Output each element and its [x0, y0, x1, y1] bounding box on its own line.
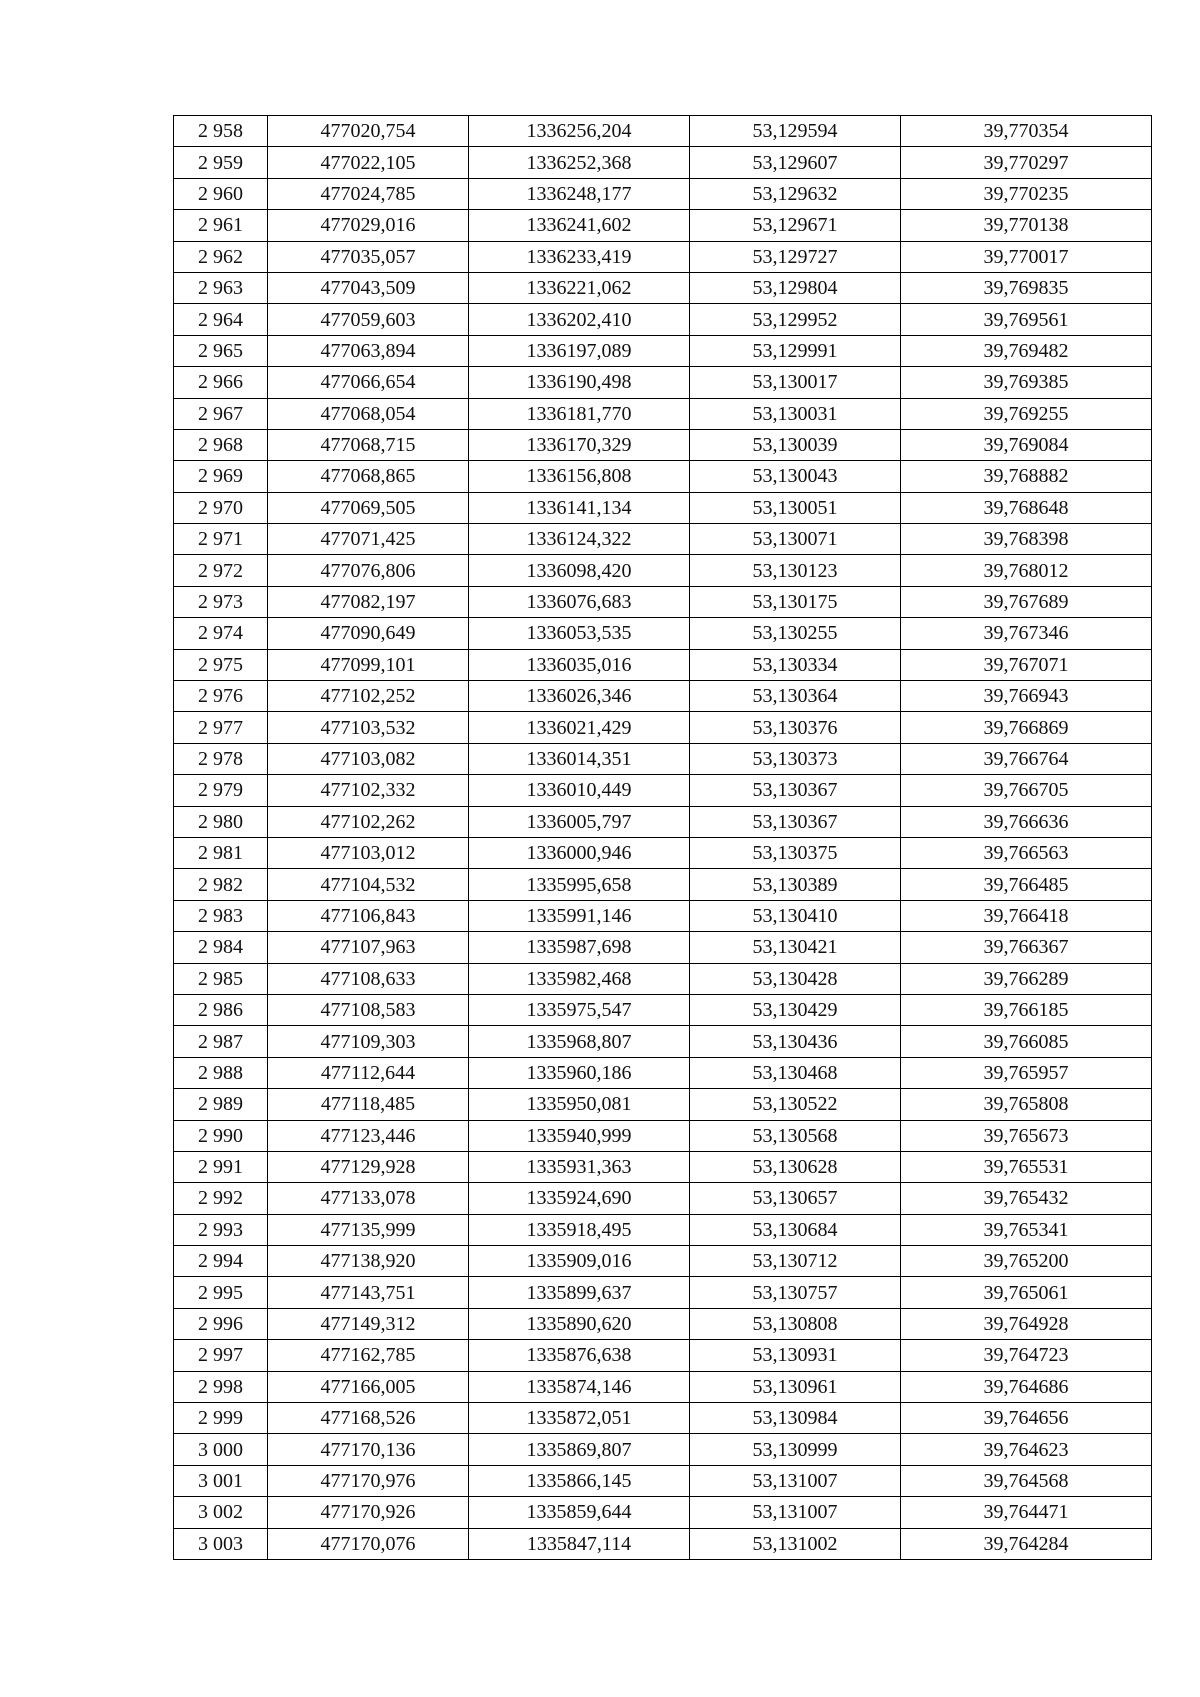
x-coordinate-cell: 477123,446: [268, 1120, 469, 1151]
y-coordinate-cell: 1335924,690: [469, 1183, 690, 1214]
x-coordinate-cell: 477149,312: [268, 1308, 469, 1339]
x-coordinate-cell: 477020,754: [268, 116, 469, 147]
longitude-cell: 39,765531: [901, 1151, 1152, 1182]
y-coordinate-cell: 1336221,062: [469, 272, 690, 303]
latitude-cell: 53,130031: [690, 398, 901, 429]
point-number-cell: 2 963: [174, 272, 268, 303]
table-row: [174, 335, 1152, 366]
point-number-cell: 2 996: [174, 1308, 268, 1339]
table-row: [174, 1403, 1152, 1434]
table-row: [174, 1246, 1152, 1277]
latitude-cell: 53,130522: [690, 1089, 901, 1120]
x-coordinate-cell: 477068,715: [268, 429, 469, 460]
latitude-cell: 53,129607: [690, 147, 901, 178]
y-coordinate-cell: 1336053,535: [469, 618, 690, 649]
latitude-cell: 53,130984: [690, 1403, 901, 1434]
longitude-cell: 39,770297: [901, 147, 1152, 178]
point-number-cell: 2 974: [174, 618, 268, 649]
x-coordinate-cell: 477059,603: [268, 304, 469, 335]
latitude-cell: 53,130429: [690, 994, 901, 1025]
latitude-cell: 53,130255: [690, 618, 901, 649]
longitude-cell: 39,766418: [901, 900, 1152, 931]
longitude-cell: 39,766943: [901, 681, 1152, 712]
table-row: [174, 178, 1152, 209]
table-row: [174, 524, 1152, 555]
y-coordinate-cell: 1335950,081: [469, 1089, 690, 1120]
longitude-cell: 39,767689: [901, 586, 1152, 617]
y-coordinate-cell: 1335874,146: [469, 1371, 690, 1402]
point-number-cell: 2 968: [174, 429, 268, 460]
point-number-cell: 2 977: [174, 712, 268, 743]
x-coordinate-cell: 477071,425: [268, 524, 469, 555]
point-number-cell: 2 972: [174, 555, 268, 586]
latitude-cell: 53,130961: [690, 1371, 901, 1402]
y-coordinate-cell: 1336010,449: [469, 775, 690, 806]
table-row: [174, 1465, 1152, 1496]
y-coordinate-cell: 1335982,468: [469, 963, 690, 994]
longitude-cell: 39,764723: [901, 1340, 1152, 1371]
y-coordinate-cell: 1336000,946: [469, 837, 690, 868]
latitude-cell: 53,130468: [690, 1057, 901, 1088]
x-coordinate-cell: 477102,252: [268, 681, 469, 712]
longitude-cell: 39,768012: [901, 555, 1152, 586]
latitude-cell: 53,130017: [690, 367, 901, 398]
point-number-cell: 2 986: [174, 994, 268, 1025]
x-coordinate-cell: 477103,082: [268, 743, 469, 774]
longitude-cell: 39,768398: [901, 524, 1152, 555]
x-coordinate-cell: 477035,057: [268, 241, 469, 272]
table-row: [174, 618, 1152, 649]
y-coordinate-cell: 1335960,186: [469, 1057, 690, 1088]
latitude-cell: 53,130364: [690, 681, 901, 712]
x-coordinate-cell: 477112,644: [268, 1057, 469, 1088]
longitude-cell: 39,770235: [901, 178, 1152, 209]
point-number-cell: 2 985: [174, 963, 268, 994]
longitude-cell: 39,768648: [901, 492, 1152, 523]
x-coordinate-cell: 477108,633: [268, 963, 469, 994]
latitude-cell: 53,130931: [690, 1340, 901, 1371]
y-coordinate-cell: 1336256,204: [469, 116, 690, 147]
table-row: [174, 1089, 1152, 1120]
y-coordinate-cell: 1335995,658: [469, 869, 690, 900]
table-row: [174, 116, 1152, 147]
table-row: [174, 492, 1152, 523]
x-coordinate-cell: 477170,136: [268, 1434, 469, 1465]
point-number-cell: 2 965: [174, 335, 268, 366]
x-coordinate-cell: 477133,078: [268, 1183, 469, 1214]
y-coordinate-cell: 1335987,698: [469, 932, 690, 963]
table-row: [174, 963, 1152, 994]
point-number-cell: 3 003: [174, 1528, 268, 1559]
x-coordinate-cell: 477135,999: [268, 1214, 469, 1245]
y-coordinate-cell: 1335869,807: [469, 1434, 690, 1465]
table-row: [174, 1214, 1152, 1245]
x-coordinate-cell: 477104,532: [268, 869, 469, 900]
latitude-cell: 53,129632: [690, 178, 901, 209]
latitude-cell: 53,130712: [690, 1246, 901, 1277]
point-number-cell: 2 961: [174, 210, 268, 241]
table-row: [174, 775, 1152, 806]
longitude-cell: 39,764928: [901, 1308, 1152, 1339]
latitude-cell: 53,130334: [690, 649, 901, 680]
y-coordinate-cell: 1335890,620: [469, 1308, 690, 1339]
longitude-cell: 39,766485: [901, 869, 1152, 900]
point-number-cell: 2 991: [174, 1151, 268, 1182]
point-number-cell: 2 989: [174, 1089, 268, 1120]
point-number-cell: 2 962: [174, 241, 268, 272]
x-coordinate-cell: 477109,303: [268, 1026, 469, 1057]
longitude-cell: 39,766185: [901, 994, 1152, 1025]
longitude-cell: 39,764284: [901, 1528, 1152, 1559]
longitude-cell: 39,765200: [901, 1246, 1152, 1277]
point-number-cell: 2 967: [174, 398, 268, 429]
latitude-cell: 53,130123: [690, 555, 901, 586]
x-coordinate-cell: 477107,963: [268, 932, 469, 963]
longitude-cell: 39,766085: [901, 1026, 1152, 1057]
y-coordinate-cell: 1336181,770: [469, 398, 690, 429]
latitude-cell: 53,130373: [690, 743, 901, 774]
y-coordinate-cell: 1336098,420: [469, 555, 690, 586]
longitude-cell: 39,770354: [901, 116, 1152, 147]
point-number-cell: 2 997: [174, 1340, 268, 1371]
latitude-cell: 53,131007: [690, 1465, 901, 1496]
longitude-cell: 39,769385: [901, 367, 1152, 398]
longitude-cell: 39,764623: [901, 1434, 1152, 1465]
table-row: [174, 900, 1152, 931]
point-number-cell: 2 959: [174, 147, 268, 178]
y-coordinate-cell: 1335991,146: [469, 900, 690, 931]
longitude-cell: 39,770017: [901, 241, 1152, 272]
y-coordinate-cell: 1336241,602: [469, 210, 690, 241]
table-row: [174, 1057, 1152, 1088]
point-number-cell: 2 983: [174, 900, 268, 931]
y-coordinate-cell: 1336197,089: [469, 335, 690, 366]
latitude-cell: 53,130410: [690, 900, 901, 931]
table-row: [174, 1277, 1152, 1308]
table-row: [174, 241, 1152, 272]
coordinates-table-body: [174, 116, 1152, 1560]
latitude-cell: 53,130568: [690, 1120, 901, 1151]
latitude-cell: 53,130376: [690, 712, 901, 743]
longitude-cell: 39,769835: [901, 272, 1152, 303]
x-coordinate-cell: 477068,054: [268, 398, 469, 429]
y-coordinate-cell: 1335968,807: [469, 1026, 690, 1057]
longitude-cell: 39,765061: [901, 1277, 1152, 1308]
x-coordinate-cell: 477138,920: [268, 1246, 469, 1277]
latitude-cell: 53,130389: [690, 869, 901, 900]
x-coordinate-cell: 477068,865: [268, 461, 469, 492]
table-row: [174, 1497, 1152, 1528]
point-number-cell: 2 999: [174, 1403, 268, 1434]
y-coordinate-cell: 1336076,683: [469, 586, 690, 617]
table-row: [174, 743, 1152, 774]
table-row: [174, 1026, 1152, 1057]
y-coordinate-cell: 1336141,134: [469, 492, 690, 523]
latitude-cell: 53,131007: [690, 1497, 901, 1528]
longitude-cell: 39,764656: [901, 1403, 1152, 1434]
x-coordinate-cell: 477082,197: [268, 586, 469, 617]
latitude-cell: 53,129952: [690, 304, 901, 335]
point-number-cell: 2 975: [174, 649, 268, 680]
latitude-cell: 53,130757: [690, 1277, 901, 1308]
latitude-cell: 53,130808: [690, 1308, 901, 1339]
y-coordinate-cell: 1336014,351: [469, 743, 690, 774]
y-coordinate-cell: 1336252,368: [469, 147, 690, 178]
latitude-cell: 53,129991: [690, 335, 901, 366]
latitude-cell: 53,131002: [690, 1528, 901, 1559]
point-number-cell: 2 978: [174, 743, 268, 774]
point-number-cell: 2 995: [174, 1277, 268, 1308]
table-row: [174, 869, 1152, 900]
y-coordinate-cell: 1336202,410: [469, 304, 690, 335]
longitude-cell: 39,764568: [901, 1465, 1152, 1496]
latitude-cell: 53,130367: [690, 775, 901, 806]
x-coordinate-cell: 477166,005: [268, 1371, 469, 1402]
y-coordinate-cell: 1335931,363: [469, 1151, 690, 1182]
table-row: [174, 586, 1152, 617]
longitude-cell: 39,769084: [901, 429, 1152, 460]
latitude-cell: 53,130043: [690, 461, 901, 492]
table-row: [174, 210, 1152, 241]
x-coordinate-cell: 477069,505: [268, 492, 469, 523]
point-number-cell: 2 979: [174, 775, 268, 806]
table-row: [174, 1340, 1152, 1371]
table-row: [174, 304, 1152, 335]
longitude-cell: 39,765808: [901, 1089, 1152, 1120]
latitude-cell: 53,130367: [690, 806, 901, 837]
point-number-cell: 2 982: [174, 869, 268, 900]
point-number-cell: 2 960: [174, 178, 268, 209]
longitude-cell: 39,769482: [901, 335, 1152, 366]
y-coordinate-cell: 1336233,419: [469, 241, 690, 272]
table-row: [174, 367, 1152, 398]
longitude-cell: 39,770138: [901, 210, 1152, 241]
latitude-cell: 53,130628: [690, 1151, 901, 1182]
point-number-cell: 2 971: [174, 524, 268, 555]
x-coordinate-cell: 477108,583: [268, 994, 469, 1025]
longitude-cell: 39,769255: [901, 398, 1152, 429]
y-coordinate-cell: 1335876,638: [469, 1340, 690, 1371]
table-row: [174, 837, 1152, 868]
y-coordinate-cell: 1335918,495: [469, 1214, 690, 1245]
longitude-cell: 39,765673: [901, 1120, 1152, 1151]
latitude-cell: 53,130428: [690, 963, 901, 994]
longitude-cell: 39,766636: [901, 806, 1152, 837]
longitude-cell: 39,766289: [901, 963, 1152, 994]
point-number-cell: 2 998: [174, 1371, 268, 1402]
table-row: [174, 994, 1152, 1025]
table-row: [174, 1151, 1152, 1182]
latitude-cell: 53,130421: [690, 932, 901, 963]
latitude-cell: 53,130657: [690, 1183, 901, 1214]
x-coordinate-cell: 477103,012: [268, 837, 469, 868]
y-coordinate-cell: 1335909,016: [469, 1246, 690, 1277]
y-coordinate-cell: 1336170,329: [469, 429, 690, 460]
longitude-cell: 39,765957: [901, 1057, 1152, 1088]
longitude-cell: 39,766563: [901, 837, 1152, 868]
point-number-cell: 2 958: [174, 116, 268, 147]
x-coordinate-cell: 477162,785: [268, 1340, 469, 1371]
latitude-cell: 53,130175: [690, 586, 901, 617]
x-coordinate-cell: 477076,806: [268, 555, 469, 586]
latitude-cell: 53,130436: [690, 1026, 901, 1057]
x-coordinate-cell: 477170,976: [268, 1465, 469, 1496]
y-coordinate-cell: 1336005,797: [469, 806, 690, 837]
point-number-cell: 2 984: [174, 932, 268, 963]
table-row: [174, 1308, 1152, 1339]
table-row: [174, 649, 1152, 680]
y-coordinate-cell: 1335847,114: [469, 1528, 690, 1559]
x-coordinate-cell: 477029,016: [268, 210, 469, 241]
longitude-cell: 39,766869: [901, 712, 1152, 743]
latitude-cell: 53,130999: [690, 1434, 901, 1465]
x-coordinate-cell: 477170,926: [268, 1497, 469, 1528]
table-row: [174, 1371, 1152, 1402]
latitude-cell: 53,130051: [690, 492, 901, 523]
y-coordinate-cell: 1335975,547: [469, 994, 690, 1025]
table-row: [174, 1528, 1152, 1559]
latitude-cell: 53,129727: [690, 241, 901, 272]
table-row: [174, 555, 1152, 586]
point-number-cell: 2 990: [174, 1120, 268, 1151]
table-row: [174, 429, 1152, 460]
x-coordinate-cell: 477022,105: [268, 147, 469, 178]
point-number-cell: 2 964: [174, 304, 268, 335]
point-number-cell: 2 966: [174, 367, 268, 398]
coordinates-table: [173, 115, 1152, 1560]
x-coordinate-cell: 477063,894: [268, 335, 469, 366]
x-coordinate-cell: 477090,649: [268, 618, 469, 649]
y-coordinate-cell: 1336021,429: [469, 712, 690, 743]
y-coordinate-cell: 1336035,016: [469, 649, 690, 680]
point-number-cell: 2 980: [174, 806, 268, 837]
y-coordinate-cell: 1335866,145: [469, 1465, 690, 1496]
table-row: [174, 712, 1152, 743]
point-number-cell: 2 988: [174, 1057, 268, 1088]
y-coordinate-cell: 1336026,346: [469, 681, 690, 712]
x-coordinate-cell: 477143,751: [268, 1277, 469, 1308]
latitude-cell: 53,130684: [690, 1214, 901, 1245]
latitude-cell: 53,129594: [690, 116, 901, 147]
point-number-cell: 2 970: [174, 492, 268, 523]
latitude-cell: 53,130039: [690, 429, 901, 460]
table-row: [174, 932, 1152, 963]
x-coordinate-cell: 477024,785: [268, 178, 469, 209]
x-coordinate-cell: 477102,332: [268, 775, 469, 806]
y-coordinate-cell: 1336124,322: [469, 524, 690, 555]
longitude-cell: 39,766367: [901, 932, 1152, 963]
latitude-cell: 53,130375: [690, 837, 901, 868]
longitude-cell: 39,767346: [901, 618, 1152, 649]
point-number-cell: 2 994: [174, 1246, 268, 1277]
table-row: [174, 147, 1152, 178]
latitude-cell: 53,130071: [690, 524, 901, 555]
latitude-cell: 53,129671: [690, 210, 901, 241]
x-coordinate-cell: 477066,654: [268, 367, 469, 398]
point-number-cell: 3 001: [174, 1465, 268, 1496]
x-coordinate-cell: 477106,843: [268, 900, 469, 931]
table-row: [174, 806, 1152, 837]
point-number-cell: 3 000: [174, 1434, 268, 1465]
table-row: [174, 272, 1152, 303]
point-number-cell: 2 976: [174, 681, 268, 712]
x-coordinate-cell: 477102,262: [268, 806, 469, 837]
table-row: [174, 681, 1152, 712]
x-coordinate-cell: 477168,526: [268, 1403, 469, 1434]
point-number-cell: 2 992: [174, 1183, 268, 1214]
point-number-cell: 2 969: [174, 461, 268, 492]
x-coordinate-cell: 477103,532: [268, 712, 469, 743]
y-coordinate-cell: 1335859,644: [469, 1497, 690, 1528]
table-row: [174, 1434, 1152, 1465]
longitude-cell: 39,768882: [901, 461, 1152, 492]
point-number-cell: 2 981: [174, 837, 268, 868]
table-row: [174, 398, 1152, 429]
x-coordinate-cell: 477170,076: [268, 1528, 469, 1559]
y-coordinate-cell: 1335872,051: [469, 1403, 690, 1434]
longitude-cell: 39,767071: [901, 649, 1152, 680]
longitude-cell: 39,765341: [901, 1214, 1152, 1245]
point-number-cell: 2 993: [174, 1214, 268, 1245]
y-coordinate-cell: 1335940,999: [469, 1120, 690, 1151]
table-row: [174, 1120, 1152, 1151]
longitude-cell: 39,764686: [901, 1371, 1152, 1402]
longitude-cell: 39,765432: [901, 1183, 1152, 1214]
y-coordinate-cell: 1335899,637: [469, 1277, 690, 1308]
longitude-cell: 39,769561: [901, 304, 1152, 335]
point-number-cell: 3 002: [174, 1497, 268, 1528]
longitude-cell: 39,764471: [901, 1497, 1152, 1528]
x-coordinate-cell: 477129,928: [268, 1151, 469, 1182]
x-coordinate-cell: 477043,509: [268, 272, 469, 303]
table-row: [174, 1183, 1152, 1214]
y-coordinate-cell: 1336248,177: [469, 178, 690, 209]
x-coordinate-cell: 477118,485: [268, 1089, 469, 1120]
point-number-cell: 2 973: [174, 586, 268, 617]
point-number-cell: 2 987: [174, 1026, 268, 1057]
longitude-cell: 39,766764: [901, 743, 1152, 774]
x-coordinate-cell: 477099,101: [268, 649, 469, 680]
latitude-cell: 53,129804: [690, 272, 901, 303]
longitude-cell: 39,766705: [901, 775, 1152, 806]
y-coordinate-cell: 1336156,808: [469, 461, 690, 492]
table-row: [174, 461, 1152, 492]
y-coordinate-cell: 1336190,498: [469, 367, 690, 398]
